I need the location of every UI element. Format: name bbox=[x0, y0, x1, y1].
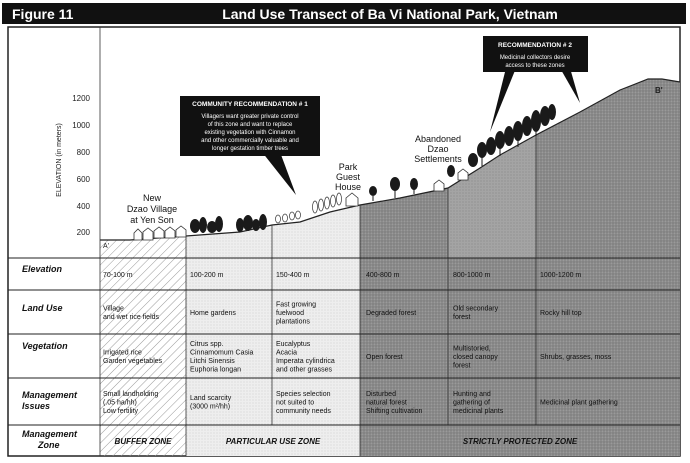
cell-elevation-col3-line1: 150-400 m bbox=[276, 271, 310, 279]
village-label-line3: at Yen Son bbox=[130, 215, 174, 225]
cell-land-use-col3-line2: fuelwood bbox=[276, 309, 305, 317]
cell-management-issues-col6-line1: Medicinal plant gathering bbox=[540, 399, 618, 407]
y-tick-1000: 1000 bbox=[72, 121, 90, 130]
callout1-pointer bbox=[262, 152, 296, 195]
cell-vegetation-col2-line4: Euphoria longan bbox=[190, 366, 241, 374]
cell-land-use-col3-line3: plantations bbox=[276, 318, 310, 326]
village-label-line2: Dzao Village bbox=[126, 204, 178, 214]
guest-label-line2: Guest bbox=[335, 172, 361, 182]
callout2-pointer-right bbox=[560, 68, 580, 103]
cell-management-issues-col5-line1: Hunting and bbox=[453, 390, 491, 398]
marker-a: A' bbox=[103, 243, 110, 250]
particular-zone-fill bbox=[186, 258, 360, 456]
cell-management-issues-col1-line1: Small landholding bbox=[103, 390, 159, 398]
zone-label-strict: STRICTLY PROTECTED ZONE bbox=[462, 437, 578, 446]
row-headers bbox=[22, 264, 78, 450]
cell-land-use-col3-line1: Fast growing bbox=[276, 301, 317, 309]
cell-vegetation-col2-line3: Litchi Sinensis bbox=[190, 358, 235, 365]
callout1-line5: longer gestation timber trees bbox=[211, 146, 289, 152]
cell-vegetation-col5-line3: forest bbox=[453, 362, 471, 370]
cell-elevation-col2-line1: 100-200 m bbox=[190, 271, 224, 279]
row-header-management-issues-1: Management bbox=[22, 390, 78, 400]
y-tick-800: 800 bbox=[76, 148, 90, 157]
row-header-management-issues-2: Issues bbox=[22, 401, 51, 411]
abandoned-label bbox=[414, 134, 462, 164]
cell-management-issues-col4-line2: natural forest bbox=[366, 399, 407, 407]
garden-trees bbox=[190, 214, 267, 233]
guest-house bbox=[346, 193, 358, 206]
strict-zone-fill bbox=[360, 258, 680, 456]
cell-elevation-col5-line1: 800-1000 m bbox=[453, 271, 491, 279]
zone-label-buffer: BUFFER ZONE bbox=[114, 437, 172, 446]
cell-land-use-col1-line2: and wet rice fields bbox=[103, 314, 160, 321]
y-tick-400: 400 bbox=[76, 202, 90, 211]
cell-management-issues-col4-line1: Disturbed bbox=[366, 390, 396, 398]
row-header-elevation: Elevation bbox=[22, 264, 63, 274]
cell-management-issues-col3-line2: not suited to bbox=[276, 399, 315, 407]
y-tick-600: 600 bbox=[76, 175, 90, 184]
figure-number: Figure 11 bbox=[12, 6, 74, 22]
y-axis-label: ELEVATION (in meters) bbox=[56, 123, 63, 197]
row-header-vegetation: Vegetation bbox=[22, 341, 68, 351]
row-header-land-use: Land Use bbox=[22, 303, 63, 313]
cell-elevation-col4-line1: 400-800 m bbox=[366, 271, 400, 279]
abandoned-label-line2: Dzao bbox=[427, 144, 449, 154]
cell-vegetation-col5-line1: Multistoried, bbox=[453, 345, 491, 353]
y-tick-1200: 1200 bbox=[72, 94, 90, 103]
cell-vegetation-col2-line1: Citrus spp. bbox=[190, 341, 224, 348]
village-label bbox=[127, 193, 177, 225]
cell-management-issues-col5-line3: medicinal plants bbox=[453, 407, 504, 415]
abandoned-label-line3: Settlements bbox=[414, 154, 462, 164]
marker-b: B' bbox=[655, 86, 663, 95]
callout-community-1 bbox=[180, 96, 320, 195]
abandoned-label-line1: Abandoned bbox=[414, 134, 462, 144]
cell-land-use-col5-line1: Old secondary bbox=[453, 305, 499, 313]
y-tick-200: 200 bbox=[76, 228, 90, 237]
cell-land-use-col2-line1: Home gardens bbox=[190, 309, 236, 317]
callout1-line3: existing vegetation with Cinnamon bbox=[204, 130, 296, 136]
buffer-zone-fill bbox=[100, 258, 186, 456]
cell-vegetation-col3-line1: Eucalyptus bbox=[276, 341, 311, 348]
cell-land-use-col5-line2: forest bbox=[453, 314, 471, 321]
cell-management-issues-col1-line3: Low fertility bbox=[103, 407, 139, 415]
callout1-title: COMMUNITY RECOMMENDATION # 1 bbox=[192, 101, 308, 108]
cell-vegetation-col2-line2: Cinnamomum Casia bbox=[190, 349, 254, 357]
cell-management-issues-col3-line3: community needs bbox=[276, 407, 331, 415]
row-header-management-zone-2: Zone bbox=[38, 440, 60, 450]
cell-land-use-col4-line1: Degraded forest bbox=[366, 309, 417, 317]
terrain-strict-c bbox=[536, 79, 680, 258]
cell-vegetation-col4-line1: Open forest bbox=[366, 353, 403, 361]
cell-vegetation-col6-line1: Shrubs, grasses, moss bbox=[540, 353, 612, 361]
cell-management-issues-col3-line1: Species selection bbox=[276, 390, 331, 398]
cell-land-use-col6-line1: Rocky hill top bbox=[540, 309, 582, 317]
cell-land-use-col1-line1: Village bbox=[103, 305, 124, 313]
cell-elevation-col1-line1: 70-100 m bbox=[103, 271, 133, 279]
guest-label-line3: House bbox=[334, 182, 362, 192]
village-label-line1: New bbox=[142, 193, 162, 203]
guest-label-line1: Park bbox=[338, 162, 358, 172]
figure-title: Land Use Transect of Ba Vi National Park, Vietnam bbox=[222, 6, 558, 22]
callout2-title: RECOMMENDATION # 2 bbox=[498, 42, 572, 49]
cell-vegetation-col5-line2: closed canopy bbox=[453, 353, 498, 361]
degraded-forest-trees bbox=[369, 177, 418, 196]
cell-vegetation-col3-line2: Acacia bbox=[276, 349, 298, 357]
callout1-line1: Villagers want greater private control bbox=[201, 114, 299, 120]
row-header-management-zone-1: Management bbox=[22, 429, 78, 439]
cell-management-issues-col1-line2: (.05 ha/hh) bbox=[103, 399, 137, 407]
cell-management-issues-col5-line2: gathering of bbox=[453, 399, 490, 407]
cell-vegetation-col3-line3: Imperata cylindrica bbox=[276, 358, 335, 365]
callout1-line4: and other commercially valuable and bbox=[201, 138, 299, 144]
callout2-line1: Medicinal collectors desire bbox=[499, 55, 571, 61]
guest-house-label bbox=[335, 162, 361, 192]
callout2-line2: access to these zones bbox=[505, 63, 565, 69]
cell-management-issues-col2-line1: Land scarcity bbox=[190, 395, 232, 402]
y-ticks bbox=[72, 94, 90, 237]
cell-vegetation-col1-line1: Irrigated rice bbox=[103, 349, 142, 357]
callout1-line2: of this zone and want to replace bbox=[207, 122, 293, 128]
callout2-pointer-left bbox=[490, 68, 516, 132]
cell-elevation-col6-line1: 1000-1200 m bbox=[540, 271, 582, 279]
zone-label-particular: PARTICULAR USE ZONE bbox=[225, 437, 321, 446]
cell-vegetation-col3-line4: and other grasses bbox=[276, 366, 333, 374]
cell-vegetation-col1-line2: Garden vegetables bbox=[103, 358, 163, 365]
cell-management-issues-col4-line3: Shifting cultivation bbox=[366, 407, 423, 415]
cell-management-issues-col2-line2: (3000 m²/hh) bbox=[190, 403, 231, 411]
